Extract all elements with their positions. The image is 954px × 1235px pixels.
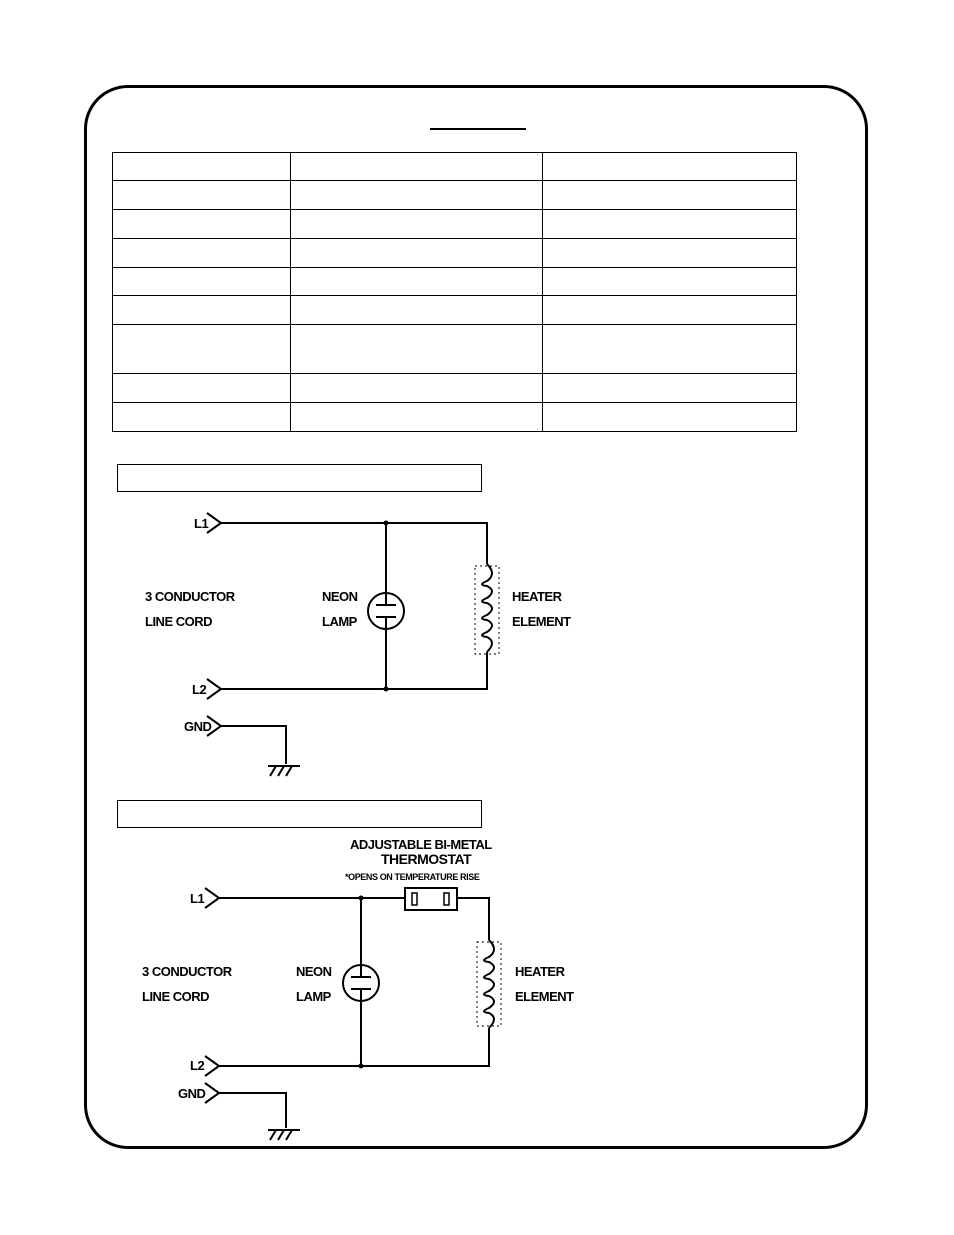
junction-dot <box>384 521 389 526</box>
gnd-label: GND <box>184 719 212 734</box>
thermostat-label-line1: ADJUSTABLE BI-METAL <box>350 837 492 852</box>
heater-label-line2: ELEMENT <box>512 614 571 629</box>
diagram1-circuit <box>207 513 499 776</box>
l2-label: L2 <box>190 1058 205 1073</box>
thermostat-icon <box>405 888 457 910</box>
junction-dot <box>384 687 389 692</box>
ground-symbol-icon <box>268 1130 300 1140</box>
neon-label-line1: NEON <box>322 589 358 604</box>
l1-label: L1 <box>190 891 205 906</box>
l2-wire <box>219 1028 489 1066</box>
heater-coil-icon <box>477 940 501 1028</box>
neon-label-line1: NEON <box>296 964 332 979</box>
cord-label-line1: 3 CONDUCTOR <box>142 964 232 979</box>
neon-lamp-icon <box>368 593 404 629</box>
ground-symbol-icon <box>268 766 300 776</box>
heater-label-line1: HEATER <box>512 589 562 604</box>
cord-label-line2: LINE CORD <box>142 989 209 1004</box>
neon-label-line2: LAMP <box>296 989 331 1004</box>
heater-label-line2: ELEMENT <box>515 989 574 1004</box>
neon-lamp-icon <box>343 965 379 1001</box>
cord-label-line2: LINE CORD <box>145 614 212 629</box>
l2-prong-icon <box>205 1056 219 1076</box>
thermostat-note: *OPENS ON TEMPERATURE RISE <box>345 872 480 882</box>
cord-label-line1: 3 CONDUCTOR <box>145 589 235 604</box>
thermostat-to-heater-wire <box>457 898 489 940</box>
diagram2-circuit <box>205 888 501 1140</box>
thermostat-label-line2: THERMOSTAT <box>381 851 472 867</box>
l1-prong-icon <box>207 513 221 533</box>
junction-dot <box>359 1064 364 1069</box>
l1-wire <box>221 523 487 564</box>
gnd-label: GND <box>178 1086 206 1101</box>
gnd-wire <box>219 1093 286 1128</box>
neon-label-line2: LAMP <box>322 614 357 629</box>
heater-label-line1: HEATER <box>515 964 565 979</box>
l2-label: L2 <box>192 682 207 697</box>
l2-wire <box>221 652 487 689</box>
l1-label: L1 <box>194 516 209 531</box>
l2-prong-icon <box>207 679 221 699</box>
heater-coil-icon <box>475 564 499 654</box>
gnd-wire <box>221 726 286 764</box>
l1-prong-icon <box>205 888 219 908</box>
junction-dot <box>359 896 364 901</box>
gnd-prong-icon <box>205 1083 219 1103</box>
